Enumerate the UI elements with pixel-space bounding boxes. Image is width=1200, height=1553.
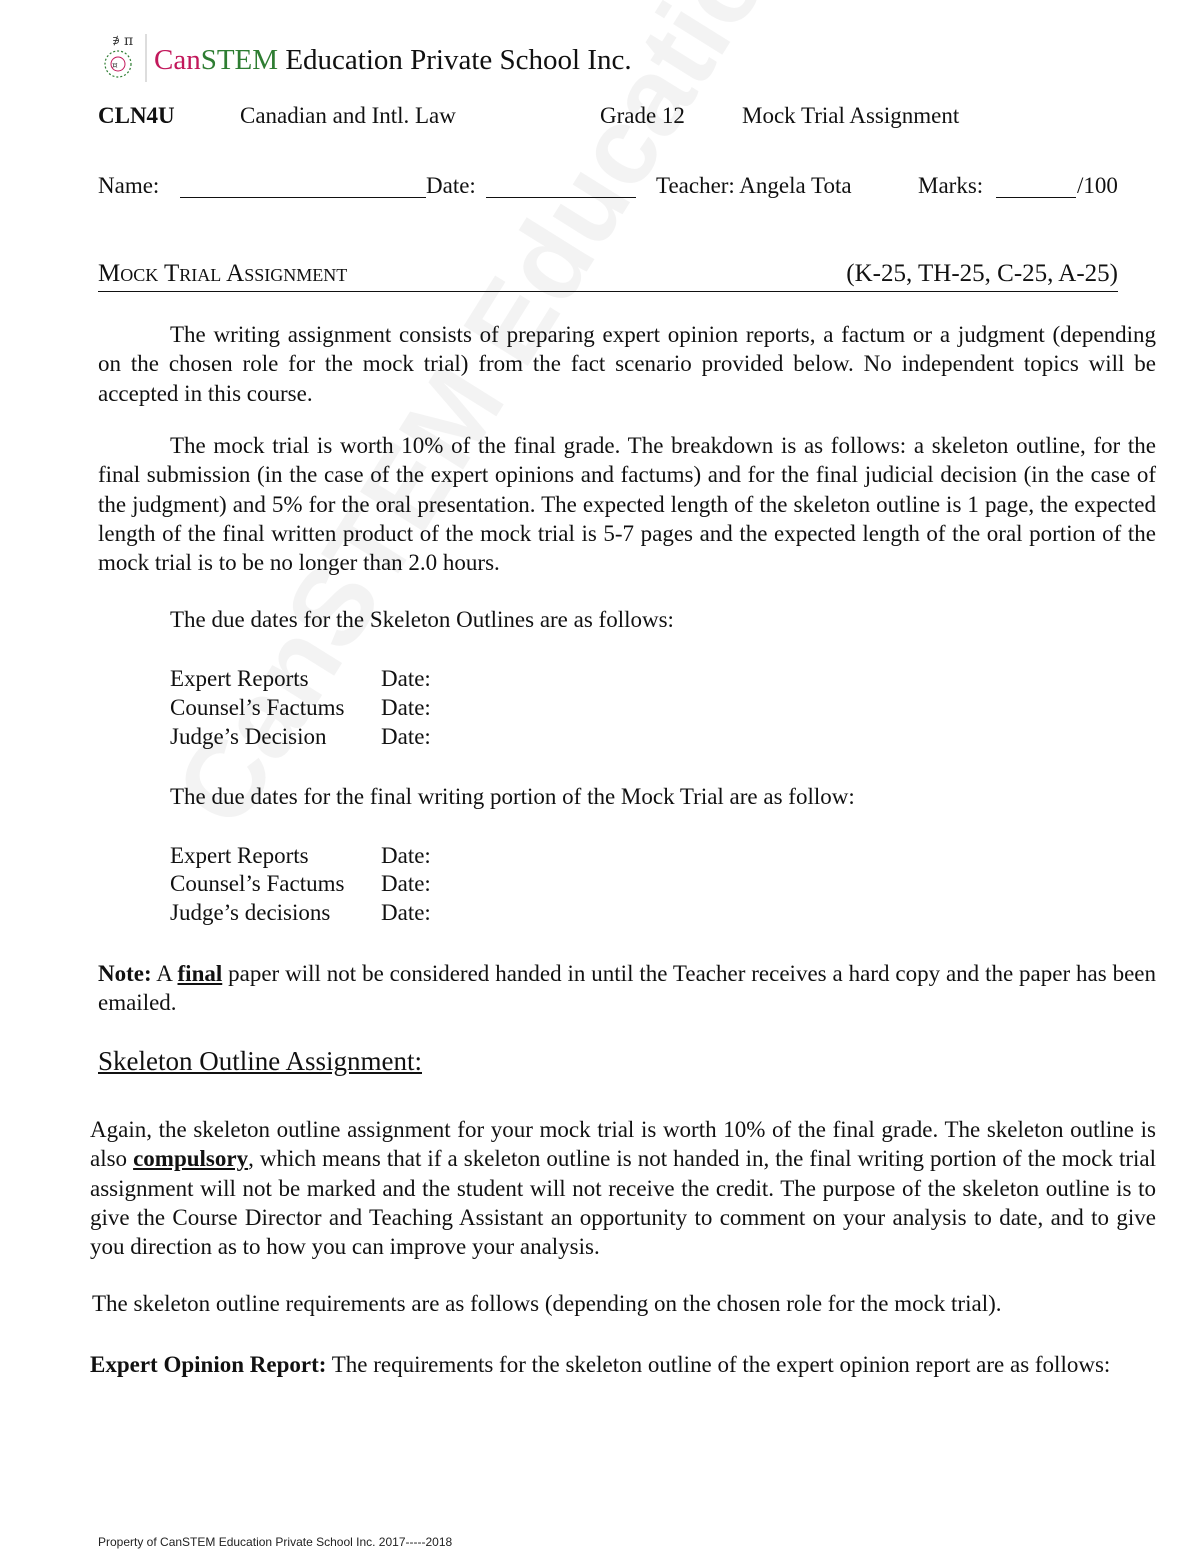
- list-item: Counsel’s Factums: [170, 695, 345, 720]
- skeleton-dates-intro: The due dates for the Skeleton Outlines are as follows:: [170, 607, 674, 632]
- section-title: [98, 260, 1118, 292]
- skeleton-heading: Skeleton Outline Assignment:: [98, 1046, 422, 1076]
- list-item: Expert Reports: [170, 843, 309, 868]
- grading-paragraph: [98, 431, 1156, 577]
- grade-level: Grade 12: [600, 103, 685, 128]
- section-title-text: Mock Trial Assignment: [98, 260, 348, 287]
- date-label: Date:: [381, 871, 431, 896]
- list-item: Expert Reports: [170, 666, 309, 691]
- date-field[interactable]: [486, 177, 636, 198]
- note-text: paper will not be considered handed in until the Teacher receives a hard copy and the paper has been emailed.: [98, 961, 1156, 1016]
- note-emphasis: final: [177, 961, 223, 986]
- date-label: Date:: [381, 666, 431, 691]
- marks-label: Marks:: [918, 173, 984, 198]
- name-field[interactable]: [180, 177, 426, 198]
- grading-text: The mock trial is worth 10% of the final grade. The breakdown is as follows: a skeleton outline, for the final submission (in the case of the expert opinions and factums) and for the final judicial decision (in the case of the judgment) and 5% for the oral presentation. The expected length of the skeleton outline is 1 page, the expected length of the final written product of the mock trial is 5-7 pages and the expected length of the oral portion of the mock trial is to be no longer than 2.0 hours.: [98, 433, 1156, 576]
- note-label: Note:: [98, 961, 152, 986]
- skeleton-paragraph: [90, 1115, 1156, 1261]
- date-label: Date:: [381, 900, 431, 925]
- list-item: Judge’s decisions: [170, 900, 331, 925]
- requirements-line: The skeleton outline requirements are as follows (depending on the chosen role for the mock trial).: [92, 1291, 1002, 1316]
- school-logo-icon: [100, 32, 148, 84]
- expert-opinion-paragraph: [90, 1350, 1156, 1379]
- date-label: Date:: [381, 695, 431, 720]
- date-label: Date:: [426, 173, 476, 198]
- expert-opinion-text: The requirements for the skeleton outline of the expert opinion report are as follows:: [326, 1352, 1111, 1377]
- name-label: Name:: [98, 173, 160, 198]
- intro-text: The writing assignment consists of preparing expert opinion reports, a factum or a judgment (depending on the chosen role for the mock trial) from the fact scenario provided below. No independent topics will be accepted in this course.: [98, 322, 1156, 406]
- footer: Property of CanSTEM Education Private School Inc. 2017-----2018: [98, 1535, 453, 1549]
- teacher-name: Teacher: Angela Tota: [656, 173, 852, 198]
- course-code: CLN4U: [98, 103, 175, 128]
- marks-breakdown: (K-25, TH-25, C-25, A-25): [846, 260, 1118, 287]
- note-paragraph: [98, 959, 1156, 1018]
- note-pre: A: [151, 961, 178, 986]
- skeleton-text-pre: Again, the skeleton outline assignment for your mock trial is worth 10% of the final grade. The skeleton outline is also: [90, 1117, 1156, 1172]
- school-name-can: Can: [154, 44, 201, 76]
- marks-field[interactable]: [996, 177, 1076, 198]
- school-name-stem: STEM: [200, 44, 279, 76]
- svg-text:∌: ∌: [112, 34, 121, 47]
- date-label: Date:: [381, 843, 431, 868]
- date-label: Date:: [381, 724, 431, 749]
- marks-total: /100: [1077, 173, 1118, 198]
- final-dates-intro: The due dates for the final writing portion of the Mock Trial are as follow:: [170, 784, 855, 809]
- school-name: [154, 44, 632, 77]
- list-item: Judge’s Decision: [170, 724, 327, 749]
- intro-paragraph: [98, 320, 1156, 408]
- compulsory-emphasis: compulsory: [133, 1146, 249, 1172]
- course-name: Canadian and Intl. Law: [240, 103, 456, 128]
- svg-text:¤: ¤: [112, 61, 118, 71]
- expert-opinion-label: Expert Opinion Report:: [90, 1352, 327, 1377]
- skeleton-text-post: , which means that if a skeleton outline is not handed in, the final writing portion of the mock trial assignment will not be marked and the student will not receive the credit. The purpose of the skeleton outline is to give the Course Director and Teaching Assistant an opportunity to comment on your analysis to date, and to give you direction as to how you can improve your analysis.: [90, 1146, 1156, 1260]
- assignment-name: Mock Trial Assignment: [742, 103, 960, 128]
- svg-text:π: π: [124, 33, 134, 49]
- list-item: Counsel’s Factums: [170, 871, 345, 896]
- school-name-rest: Education Private School Inc.: [278, 44, 632, 76]
